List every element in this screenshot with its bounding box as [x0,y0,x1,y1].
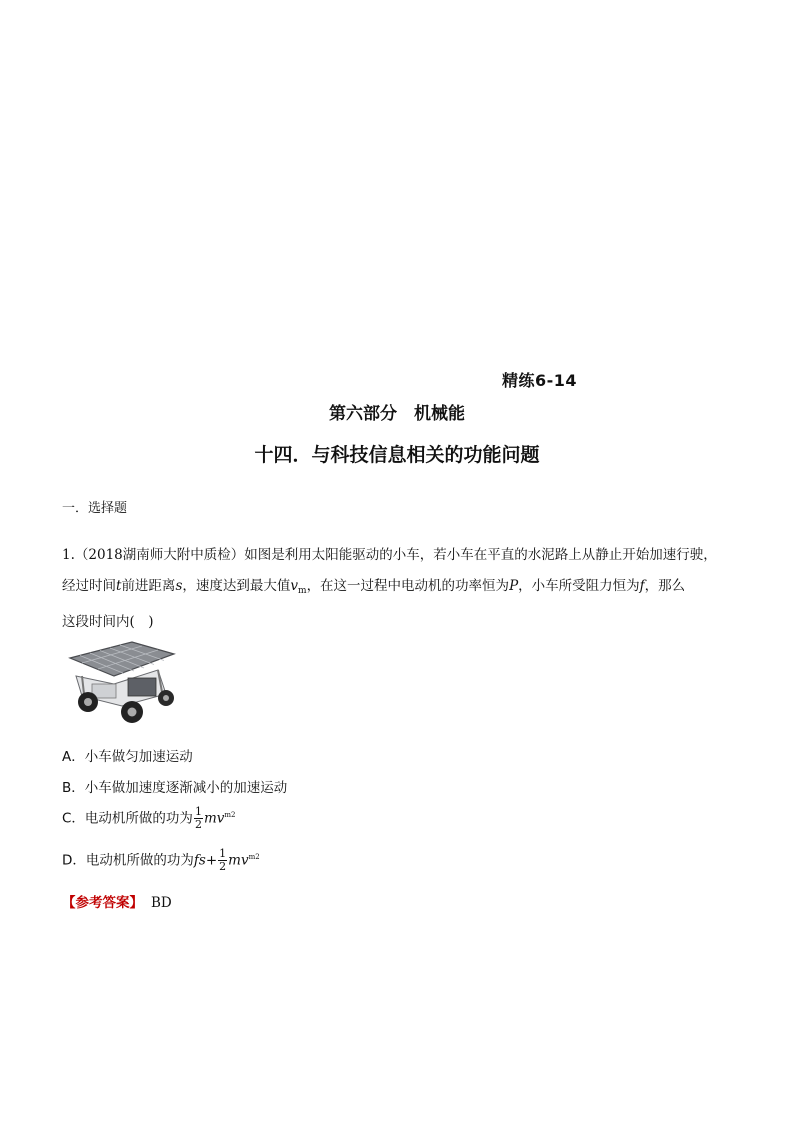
expression-superscript: m2 [224,810,236,819]
variable-P: P [509,578,519,594]
topic-title: 十四．与科技信息相关的功能问题 [254,444,540,466]
answer-value: BD [151,895,172,911]
option-a: A．小车做匀加速运动 [62,749,193,765]
solar-car-image [62,636,180,728]
question-text-1: 如图是利用太阳能驱动的小车，若小车在平直的水泥路上从静止开始加速行驶， [244,547,717,563]
expression-fs: fs [193,852,206,869]
question-text: ，速度达到最大值 [182,578,291,594]
variable-s: s [175,578,183,594]
answer [62,891,172,911]
option-c [62,806,235,831]
question-text: 前进距离 [121,578,176,594]
option-c-label: C．电动机所做的功为 [62,810,193,827]
answer-tag: 【参考答案】 [62,895,143,911]
question-line-1 [62,540,742,571]
fraction-denominator: 2 [219,860,227,873]
question-1 [62,540,742,638]
question-text: ，在这一过程中电动机的功率恒为 [306,578,510,594]
question-text: ，小车所受阻力恒为 [518,578,640,594]
question-number: 1. [62,547,75,563]
variable-v-subscript: m [298,586,307,596]
question-line-2 [62,571,742,607]
question-text: ，那么 [644,578,686,594]
plus-sign: + [205,852,218,869]
expression-mv: mv [203,810,225,827]
fraction-half [194,806,203,831]
fraction-numerator: 1 [219,847,227,860]
option-d-label: D．电动机所做的功为 [62,852,194,869]
fraction-numerator: 1 [194,805,202,818]
expression-mv: mv [228,852,249,869]
fraction-half [218,848,227,873]
question-text: 经过时间 [62,578,116,594]
section-heading: 一．选择题 [62,501,128,516]
part-title: 第六部分 机械能 [329,404,465,424]
question-line-3: 这段时间内( ) [62,614,154,630]
variable-f: f [639,578,645,594]
variable-t: t [116,578,122,594]
option-d [62,848,260,873]
fraction-denominator: 2 [194,818,202,831]
series-code: 精练6-14 [502,371,578,390]
question-source: （2018湖南师大附中质检） [74,547,245,563]
option-b: B．小车做加速度逐渐减小的加速运动 [62,780,288,796]
expression-superscript: m2 [248,852,260,861]
variable-v: v [290,578,299,594]
